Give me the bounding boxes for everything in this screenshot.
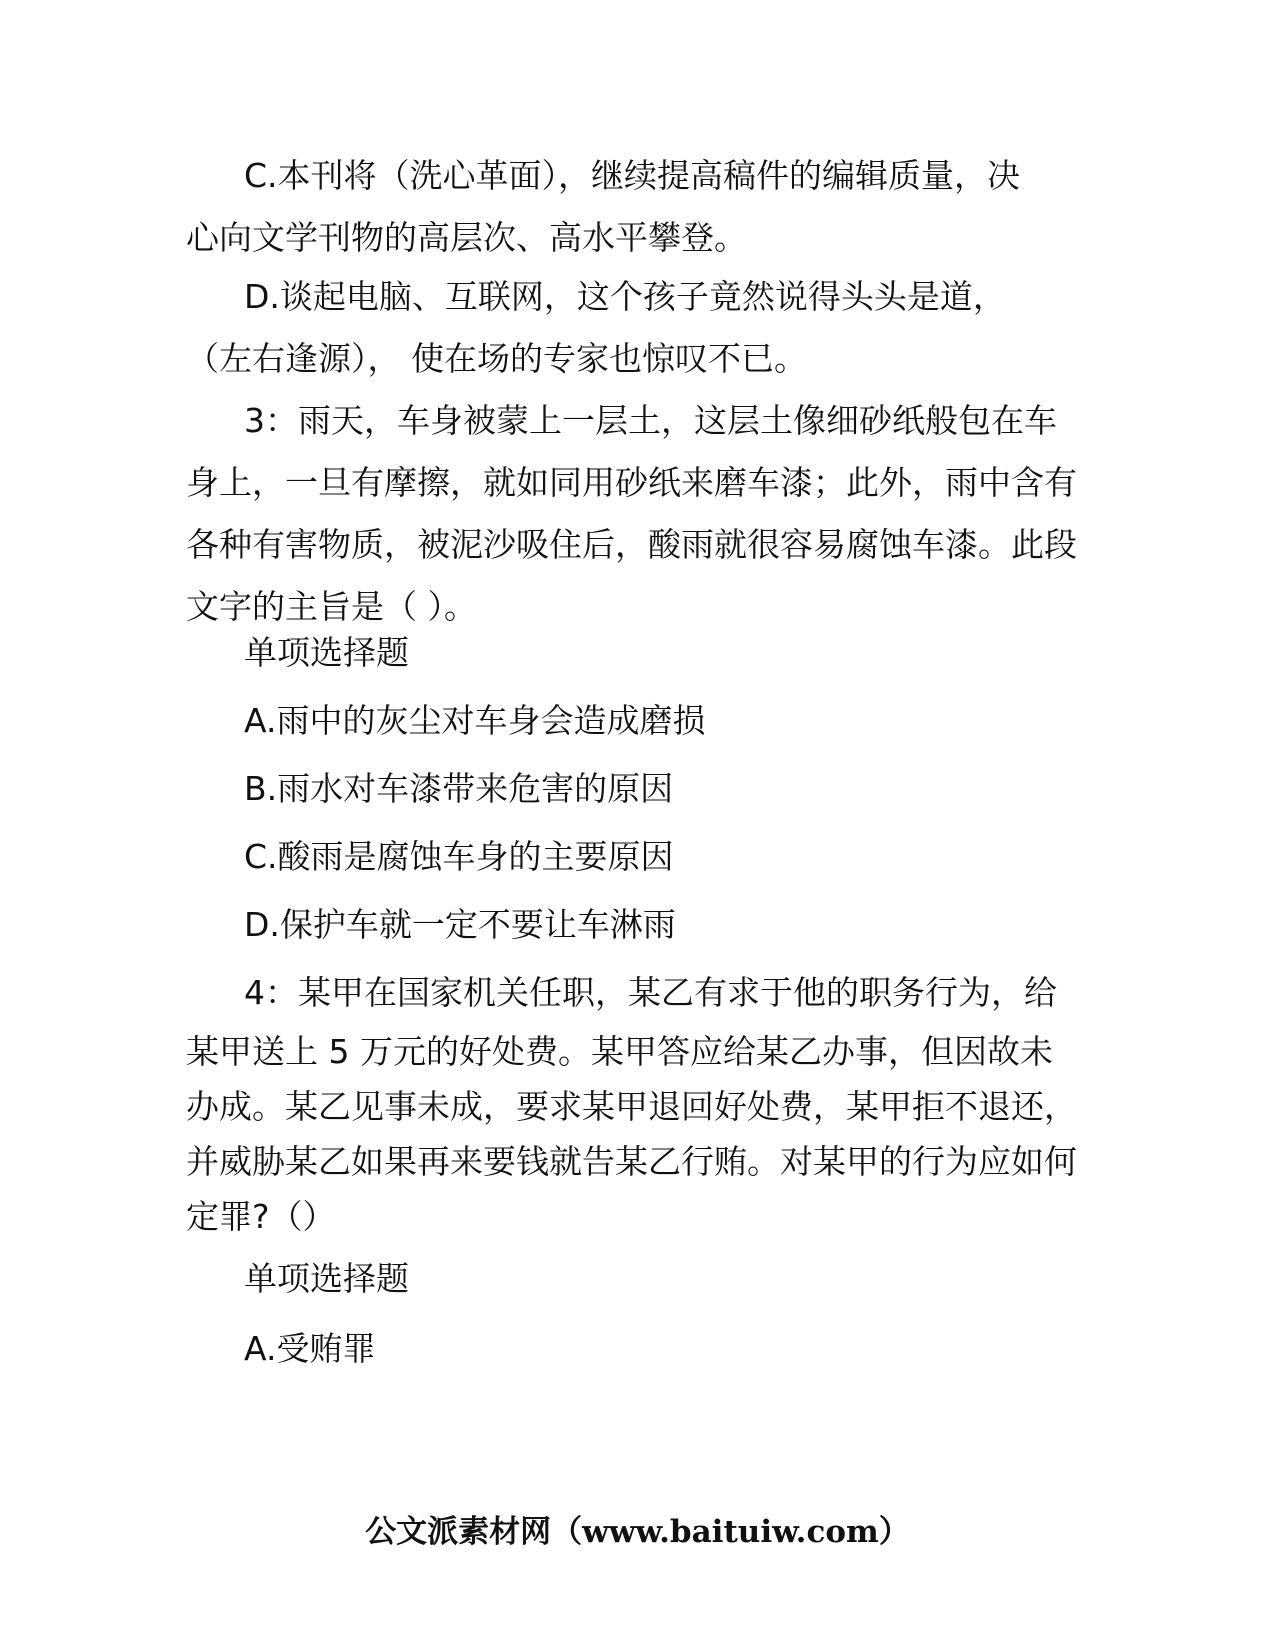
- q2-option-c-line-1: C.本刊将（洗心革面），继续提高稿件的编辑质量，决: [244, 156, 1021, 195]
- question-3-option-c: [186, 826, 1091, 888]
- option-a-text: A.受贿罪: [244, 1329, 376, 1368]
- question-4-stem: [186, 962, 1091, 1244]
- question-4-line-1: 4：某甲在国家机关任职，某乙有求于他的职务行为，给: [244, 973, 1057, 1012]
- question-3-stem: [186, 390, 1091, 638]
- question-3-option-b: [186, 758, 1091, 820]
- option-d-text: D.保护车就一定不要让车淋雨: [244, 905, 676, 944]
- q2-option-d-line-1: D.谈起电脑、互联网，这个孩子竟然说得头头是道，: [244, 277, 1006, 316]
- option-b-text: B.雨水对车漆带来危害的原因: [244, 769, 674, 808]
- option-a-text: A.雨中的灰尘对车身会造成磨损: [244, 701, 706, 740]
- question-3-line-2: 身上，一旦有摩擦，就如同用砂纸来磨车漆；此外，雨中含有: [186, 463, 1077, 502]
- question-4-line-2: 某甲送上 5 万元的好处费。某甲答应给某乙办事，但因故未: [186, 1032, 1053, 1071]
- question-3-option-a: [186, 690, 1091, 752]
- question-type-label: 单项选择题: [244, 1259, 409, 1298]
- q2-option-d-line-2: （左右逢源）， 使在场的专家也惊叹不已。: [186, 339, 807, 378]
- question-type-label: 单项选择题: [244, 633, 409, 672]
- question-3-type: [186, 622, 1091, 684]
- question-4-line-5: 定罪?（）: [186, 1197, 336, 1236]
- question-4-option-a: [186, 1318, 1091, 1380]
- question-4-line-4: 并威胁某乙如果再来要钱就告某乙行贿。对某甲的行为应如何: [186, 1142, 1077, 1181]
- question-3-line-4: 文字的主旨是（ ）。: [186, 587, 477, 626]
- question-4-type: [186, 1248, 1091, 1310]
- question-3-line-1: 3：雨天，车身被蒙上一层土，这层土像细砂纸般包在车: [244, 401, 1057, 440]
- footer-source-label: 公文派素材网（www.baituiw.com）: [365, 1514, 910, 1550]
- q2-option-c: [186, 145, 1091, 269]
- option-c-text: C.酸雨是腐蚀车身的主要原因: [244, 837, 674, 876]
- question-4-line-3: 办成。某乙见事未成，要求某甲退回好处费，某甲拒不退还，: [186, 1087, 1077, 1126]
- question-3-line-3: 各种有害物质，被泥沙吸住后，酸雨就很容易腐蚀车漆。此段: [186, 525, 1077, 564]
- q2-option-c-line-2: 心向文学刊物的高层次、高水平攀登。: [186, 218, 747, 257]
- question-3-option-d: [186, 894, 1091, 956]
- q2-option-d: [186, 266, 1091, 390]
